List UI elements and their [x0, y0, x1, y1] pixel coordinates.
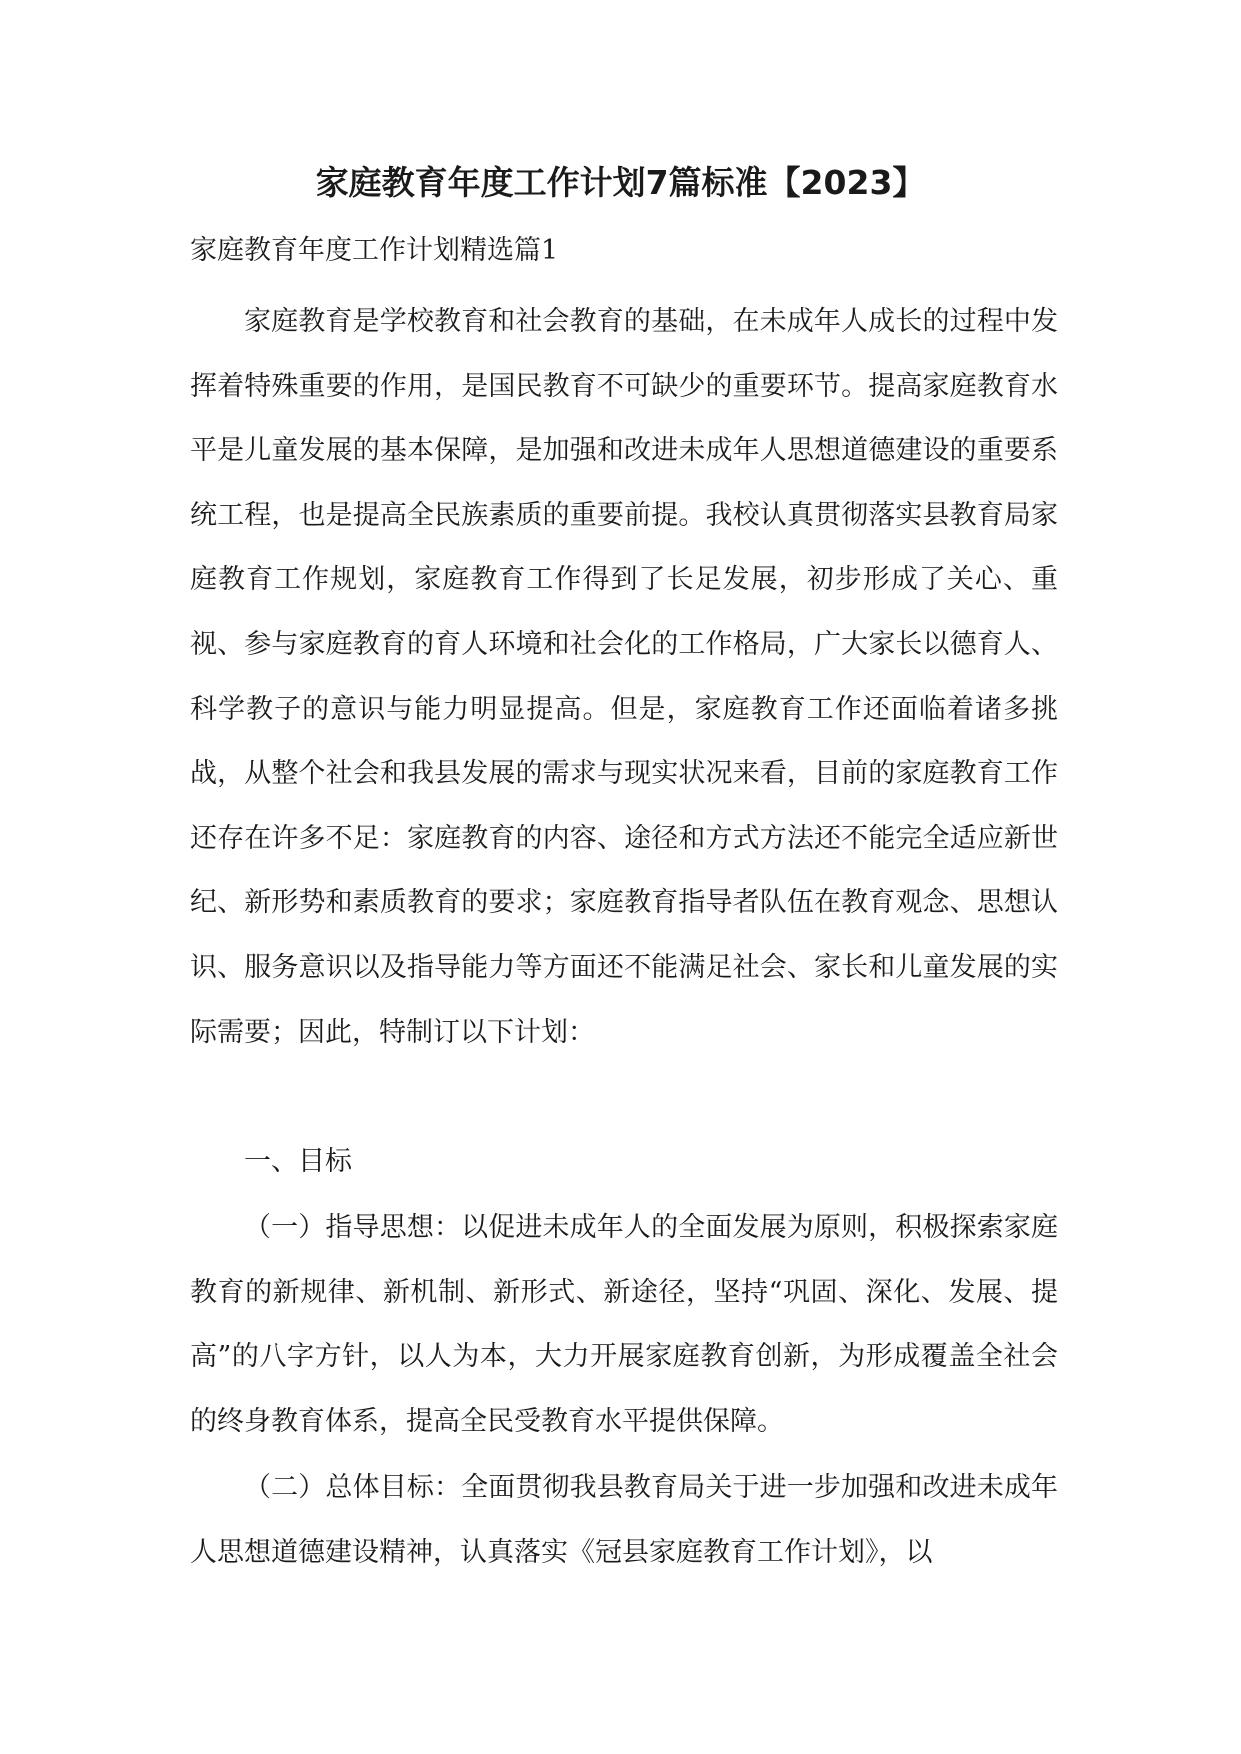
paragraph-overall-goal: （二）总体目标：全面贯彻我县教育局关于进一步加强和改进未成年人思想道德建设精神，认真落实《冠县家庭教育工作计划》，以	[190, 1472, 1058, 1568]
paragraph-intro: 家庭教育是学校教育和社会教育的基础，在未成年人成长的过程中发挥着特殊重要的作用，是国民教育不可缺少的重要环节。提高家庭教育水平是儿童发展的基本保障，是加强和改进未成年人思想道德建设的重要系统工程，也是提高全民族素质的重要前提。我校认真贯彻落实县教育局家庭教育工作规划，家庭教育工作得到了长足发展，初步形成了关心、重视、参与家庭教育的育人环境和社会化的工作格局，广大家长以德育人、科学教子的意识与能力明显提高。但是，家庭教育工作还面临着诸多挑战，从整个社会和我县发展的需求与现实状况来看，目前的家庭教育工作还存在许多不足：家庭教育的内容、途径和方式方法还不能完全适应新世纪、新形势和素质教育的要求；家庭教育指导者队伍在教育观念、思想认识、服务意识以及指导能力等方面还不能满足社会、家长和儿童发展的实际需要；因此，特制订以下计划：	[190, 306, 1058, 1048]
document-title: 家庭教育年度工作计划7篇标准【2023】	[315, 163, 926, 202]
section-subtitle: 家庭教育年度工作计划精选篇1	[190, 235, 559, 266]
section-heading-goals: 一、目标	[244, 1146, 352, 1177]
paragraph-guiding-thought: （一）指导思想：以促进未成年人的全面发展为原则，积极探索家庭教育的新规律、新机制、新形式、新途径，坚持“巩固、深化、发展、提高”的八字方针，以人为本，大力开展家庭教育创新，为形成覆盖全社会的终身教育体系，提高全民受教育水平提供保障。	[190, 1212, 1058, 1437]
